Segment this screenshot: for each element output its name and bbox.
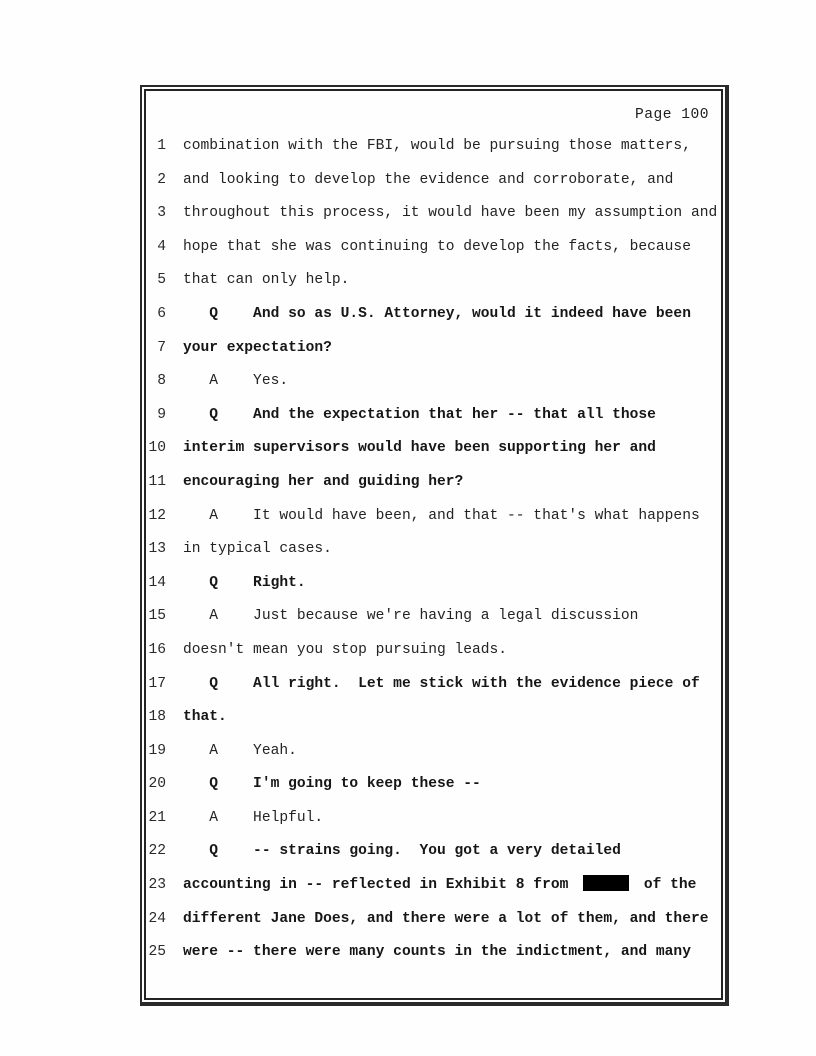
transcript-row — [146, 768, 721, 802]
line-text: interim supervisors would have been supporting her and — [183, 440, 656, 457]
line-number: 9 — [157, 406, 166, 423]
line-text: A Yeah. — [183, 742, 297, 759]
line-text: accounting in -- reflected in Exhibit 8 from of the — [183, 877, 697, 894]
line-number: 19 — [148, 742, 166, 759]
line-text: Q I'm going to keep these -- — [183, 776, 481, 793]
line-text: encouraging her and guiding her? — [183, 473, 464, 490]
transcript-row — [146, 634, 721, 668]
transcript-row — [146, 835, 721, 869]
line-text: that. — [183, 709, 227, 726]
transcript-row — [146, 567, 721, 601]
transcript-row — [146, 735, 721, 769]
line-text: that can only help. — [183, 272, 350, 289]
line-number: 18 — [148, 709, 166, 726]
line-text: Q Right. — [183, 574, 306, 591]
transcript-row — [146, 668, 721, 702]
line-number: 15 — [148, 608, 166, 625]
line-number: 3 — [157, 205, 166, 222]
line-text: A Just because we're having a legal discussion — [183, 608, 639, 625]
transcript-row — [146, 869, 721, 903]
line-number: 25 — [148, 944, 166, 961]
transcript-row — [146, 264, 721, 298]
transcript-row — [146, 298, 721, 332]
line-number: 6 — [157, 305, 166, 322]
transcript-row — [146, 365, 721, 399]
line-number: 12 — [148, 507, 166, 524]
line-text: Q And so as U.S. Attorney, would it indeed have been — [183, 305, 691, 322]
line-text: A Yes. — [183, 373, 289, 390]
line-text: hope that she was continuing to develop the facts, because — [183, 238, 691, 255]
line-text: were -- there were many counts in the indictment, and many — [183, 944, 691, 961]
line-number: 24 — [148, 910, 166, 927]
line-number: 20 — [148, 776, 166, 793]
line-number: 13 — [148, 541, 166, 558]
line-number: 4 — [157, 238, 166, 255]
line-number: 17 — [148, 675, 166, 692]
line-text: different Jane Does, and there were a lot of them, and there — [183, 910, 709, 927]
line-text: combination with the FBI, would be pursuing those matters, — [183, 138, 691, 154]
transcript-row — [146, 466, 721, 500]
line-text: A Helpful. — [183, 809, 324, 826]
line-text: and looking to develop the evidence and corroborate, and — [183, 171, 674, 188]
transcript-row — [146, 600, 721, 634]
line-number: 7 — [157, 339, 166, 356]
transcript-row — [146, 432, 721, 466]
line-number: 14 — [148, 574, 166, 591]
transcript-row — [146, 533, 721, 567]
line-text: Q And the expectation that her -- that all those — [183, 406, 656, 423]
transcript-row — [146, 231, 721, 265]
transcript-page-border — [140, 85, 729, 1006]
line-text: throughout this process, it would have been my assumption and — [183, 205, 718, 222]
transcript-row — [146, 197, 721, 231]
line-number: 2 — [157, 171, 166, 188]
line-number: 16 — [148, 641, 166, 658]
line-number: 23 — [148, 877, 166, 894]
line-text: your expectation? — [183, 339, 332, 356]
transcript-row — [146, 399, 721, 433]
transcript-row — [146, 332, 721, 366]
line-number: 5 — [157, 272, 166, 289]
line-text: in typical cases. — [183, 541, 332, 558]
transcript-row — [146, 903, 721, 937]
transcript-lines — [146, 130, 721, 970]
line-text: doesn't mean you stop pursuing leads. — [183, 641, 508, 658]
line-number: 11 — [148, 473, 166, 490]
transcript-row — [146, 936, 721, 970]
line-text: Q All right. Let me stick with the evidence piece of — [183, 675, 700, 692]
transcript-row — [146, 130, 721, 164]
line-number: 8 — [157, 373, 166, 390]
line-number: 21 — [148, 809, 166, 826]
line-text: Q -- strains going. You got a very detailed — [183, 843, 621, 860]
transcript-row — [146, 701, 721, 735]
redaction-box — [583, 875, 629, 891]
line-number: 22 — [148, 843, 166, 860]
line-text: A It would have been, and that -- that's what happens — [183, 507, 700, 524]
transcript-row — [146, 500, 721, 534]
page-number-label: Page 100 — [634, 107, 709, 123]
transcript-page — [144, 89, 723, 1000]
transcript-row — [146, 164, 721, 198]
transcript-row — [146, 802, 721, 836]
line-number: 1 — [157, 138, 166, 154]
line-number: 10 — [148, 440, 166, 457]
